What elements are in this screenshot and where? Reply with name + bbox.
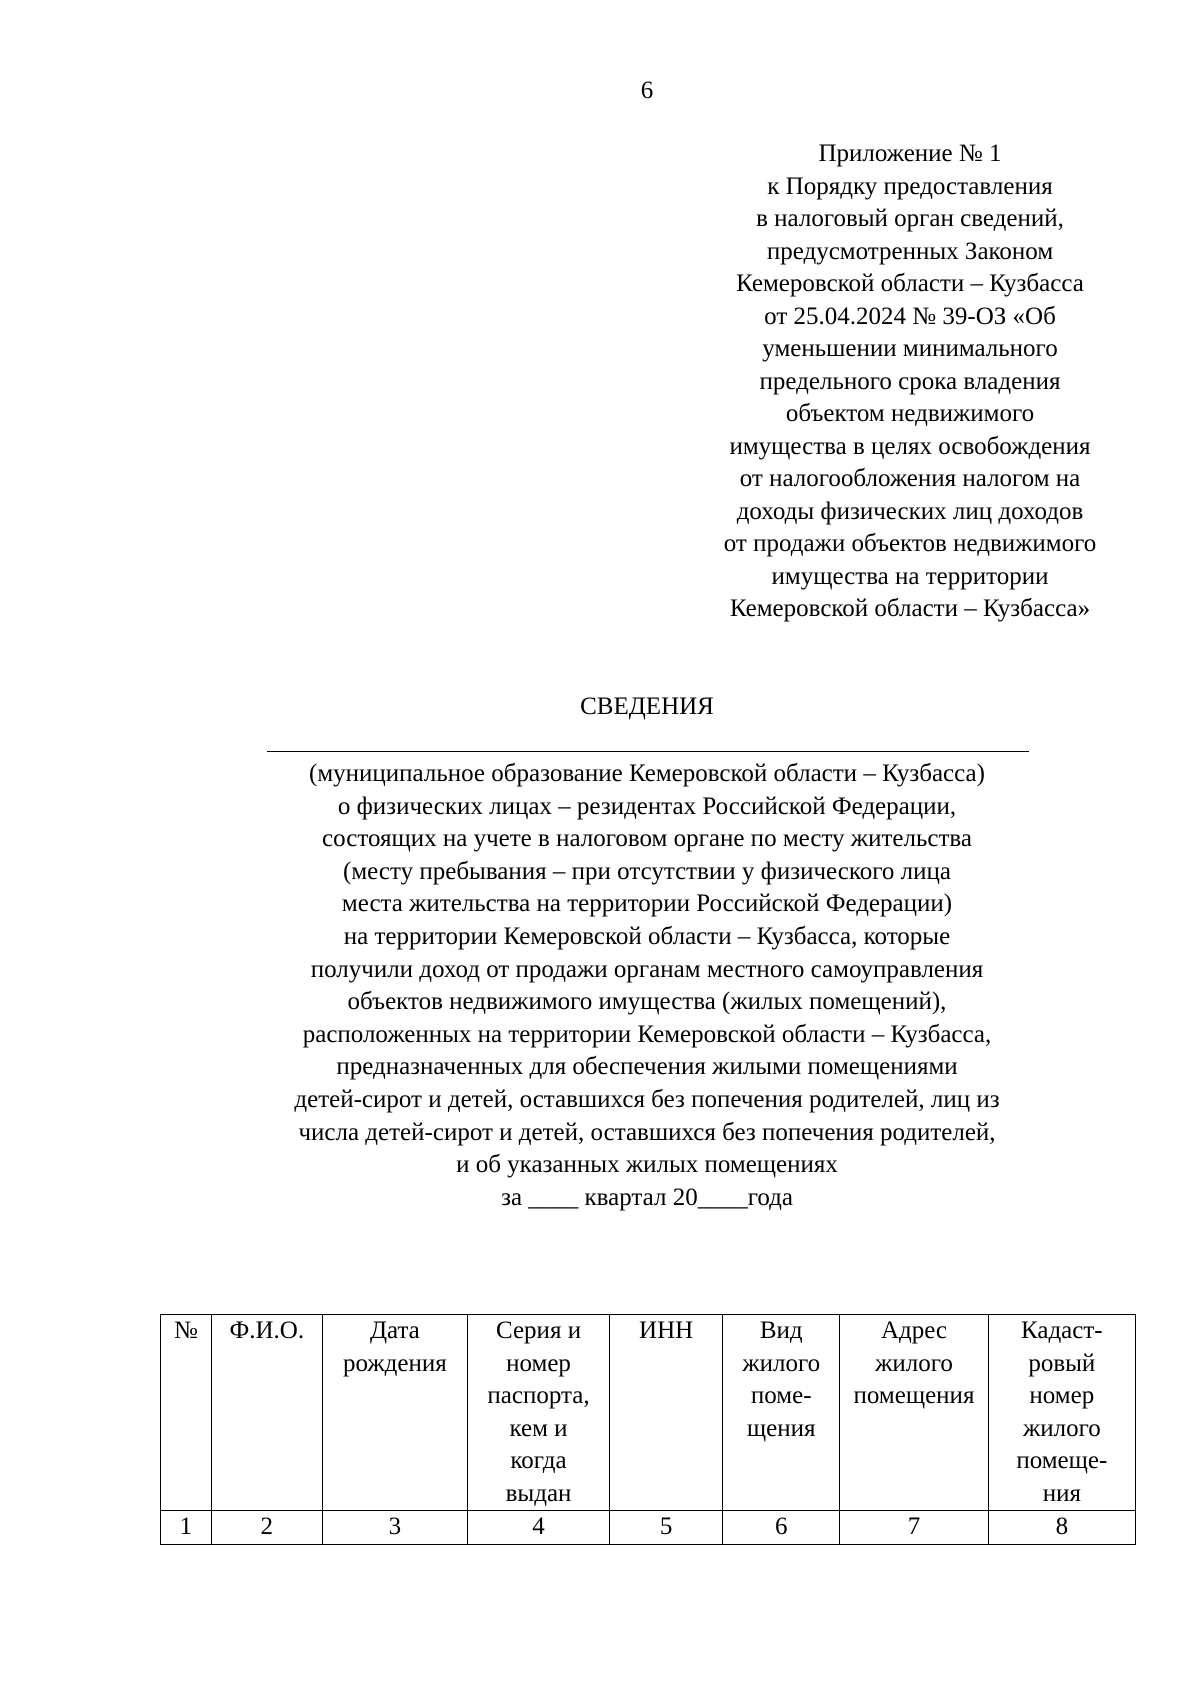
header-line: выдан (505, 1479, 572, 1507)
header-line: поме- (750, 1382, 812, 1409)
appendix-line: имущества в целях освобождения (729, 432, 1091, 460)
header-line: жилого (875, 1349, 953, 1377)
appendix-block (680, 138, 1140, 626)
appendix-line: Кемеровской области – Кузбасса (736, 270, 1084, 297)
header-line: жилого (1022, 1414, 1101, 1442)
description-line: объектов недвижимого имущества (жилых помещений), (347, 988, 947, 1016)
header-premises-address (840, 1315, 988, 1511)
appendix-line: объектом недвижимого (785, 400, 1035, 427)
column-number-cell: 2 (211, 1511, 322, 1545)
appendix-line: от 25.04.2024 № 39-ОЗ «Об (764, 302, 1056, 330)
header-number (161, 1315, 212, 1511)
header-line: рождения (343, 1349, 447, 1377)
header-line: Адрес (880, 1317, 948, 1344)
appendix-line: имущества на территории (771, 562, 1049, 590)
appendix-line: от налогообложения налогом на (739, 465, 1081, 492)
header-line: Серия и (495, 1317, 582, 1344)
header-line: Кадаст- (1021, 1317, 1103, 1344)
header-line: ровый (1028, 1349, 1096, 1377)
description-line: и об указанных жилых помещениях (456, 1151, 838, 1179)
appendix-line: Приложение № 1 (818, 140, 1002, 167)
header-line: номер (506, 1349, 571, 1377)
header-premises-type (723, 1315, 840, 1511)
header-line: помеще- (1016, 1447, 1108, 1474)
description-line: детей-сирот и детей, оставшихся без попечения родителей, лиц из (294, 1085, 1000, 1113)
column-number-cell: 8 (988, 1511, 1135, 1545)
column-number-cell: 4 (467, 1511, 609, 1545)
description-line: на территории Кемеровской области – Кузбасса, которые (343, 922, 951, 950)
header-line: помещения (853, 1382, 975, 1409)
description-line: предназначенных для обеспечения жилыми помещениями (336, 1053, 958, 1081)
header-inn (610, 1315, 723, 1511)
appendix-line: уменьшении минимального (762, 335, 1058, 362)
appendix-line: от продажи объектов недвижимого (723, 530, 1097, 557)
appendix-line: в налоговый орган сведений, (756, 205, 1064, 232)
column-number-cell: 6 (723, 1511, 840, 1545)
description-line: за ____ квартал 20____года (501, 1183, 793, 1211)
data-table (160, 1314, 1136, 1545)
header-line: Вид (759, 1317, 803, 1344)
column-number-cell: 7 (840, 1511, 988, 1545)
header-line: ния (1042, 1479, 1081, 1507)
description-line: о физических лицах – резидентах Российской Федерации, (337, 792, 957, 820)
table-row (161, 1511, 1136, 1545)
header-birth-date (322, 1315, 467, 1511)
description-line: получили доход от продажи органам местного самоуправления (310, 955, 984, 983)
header-line: Дата (369, 1317, 420, 1344)
description-block (0, 758, 1200, 1214)
header-line: номер (1029, 1382, 1095, 1409)
header-line: щения (746, 1414, 816, 1442)
appendix-line: к Порядку предоставления (767, 172, 1053, 200)
header-full-name (211, 1315, 322, 1511)
header-line: жилого (742, 1349, 821, 1377)
header-line: паспорта, (487, 1382, 590, 1409)
description-line: (муниципальное образование Кемеровской области – Кузбасса) (309, 760, 985, 787)
header-line: ИНН (639, 1317, 694, 1344)
header-cadastral-number (988, 1315, 1135, 1511)
header-passport (467, 1315, 609, 1511)
description-line: (месту пребывания – при отсутствии у физического лица (343, 857, 951, 885)
table-header-row (161, 1315, 1136, 1511)
column-number-cell: 5 (610, 1511, 723, 1545)
description-line: состоящих на учете в налоговом органе по месту жительства (322, 825, 972, 853)
page-number: 6 (640, 77, 654, 104)
appendix-line: Кемеровской области – Кузбасса» (729, 595, 1091, 622)
header-line: Ф.И.О. (229, 1317, 305, 1344)
appendix-line: предусмотренных Законом (766, 237, 1054, 265)
description-line: расположенных на территории Кемеровской области – Кузбасса, (302, 1020, 992, 1048)
header-line: кем и (509, 1414, 568, 1442)
header-line: № (173, 1317, 198, 1344)
municipality-blank-line (267, 751, 1029, 752)
document-title: СВЕДЕНИЯ (580, 693, 714, 720)
description-line: числа детей-сирот и детей, оставшихся без попечения родителей, (298, 1118, 996, 1146)
column-number-cell: 1 (161, 1511, 212, 1545)
appendix-line: предельного срока владения (759, 367, 1061, 395)
header-line: когда (510, 1447, 567, 1474)
appendix-line: доходы физических лиц доходов (736, 497, 1084, 525)
column-number-cell: 3 (322, 1511, 467, 1545)
description-line: места жительства на территории Российской Федерации) (341, 890, 953, 918)
